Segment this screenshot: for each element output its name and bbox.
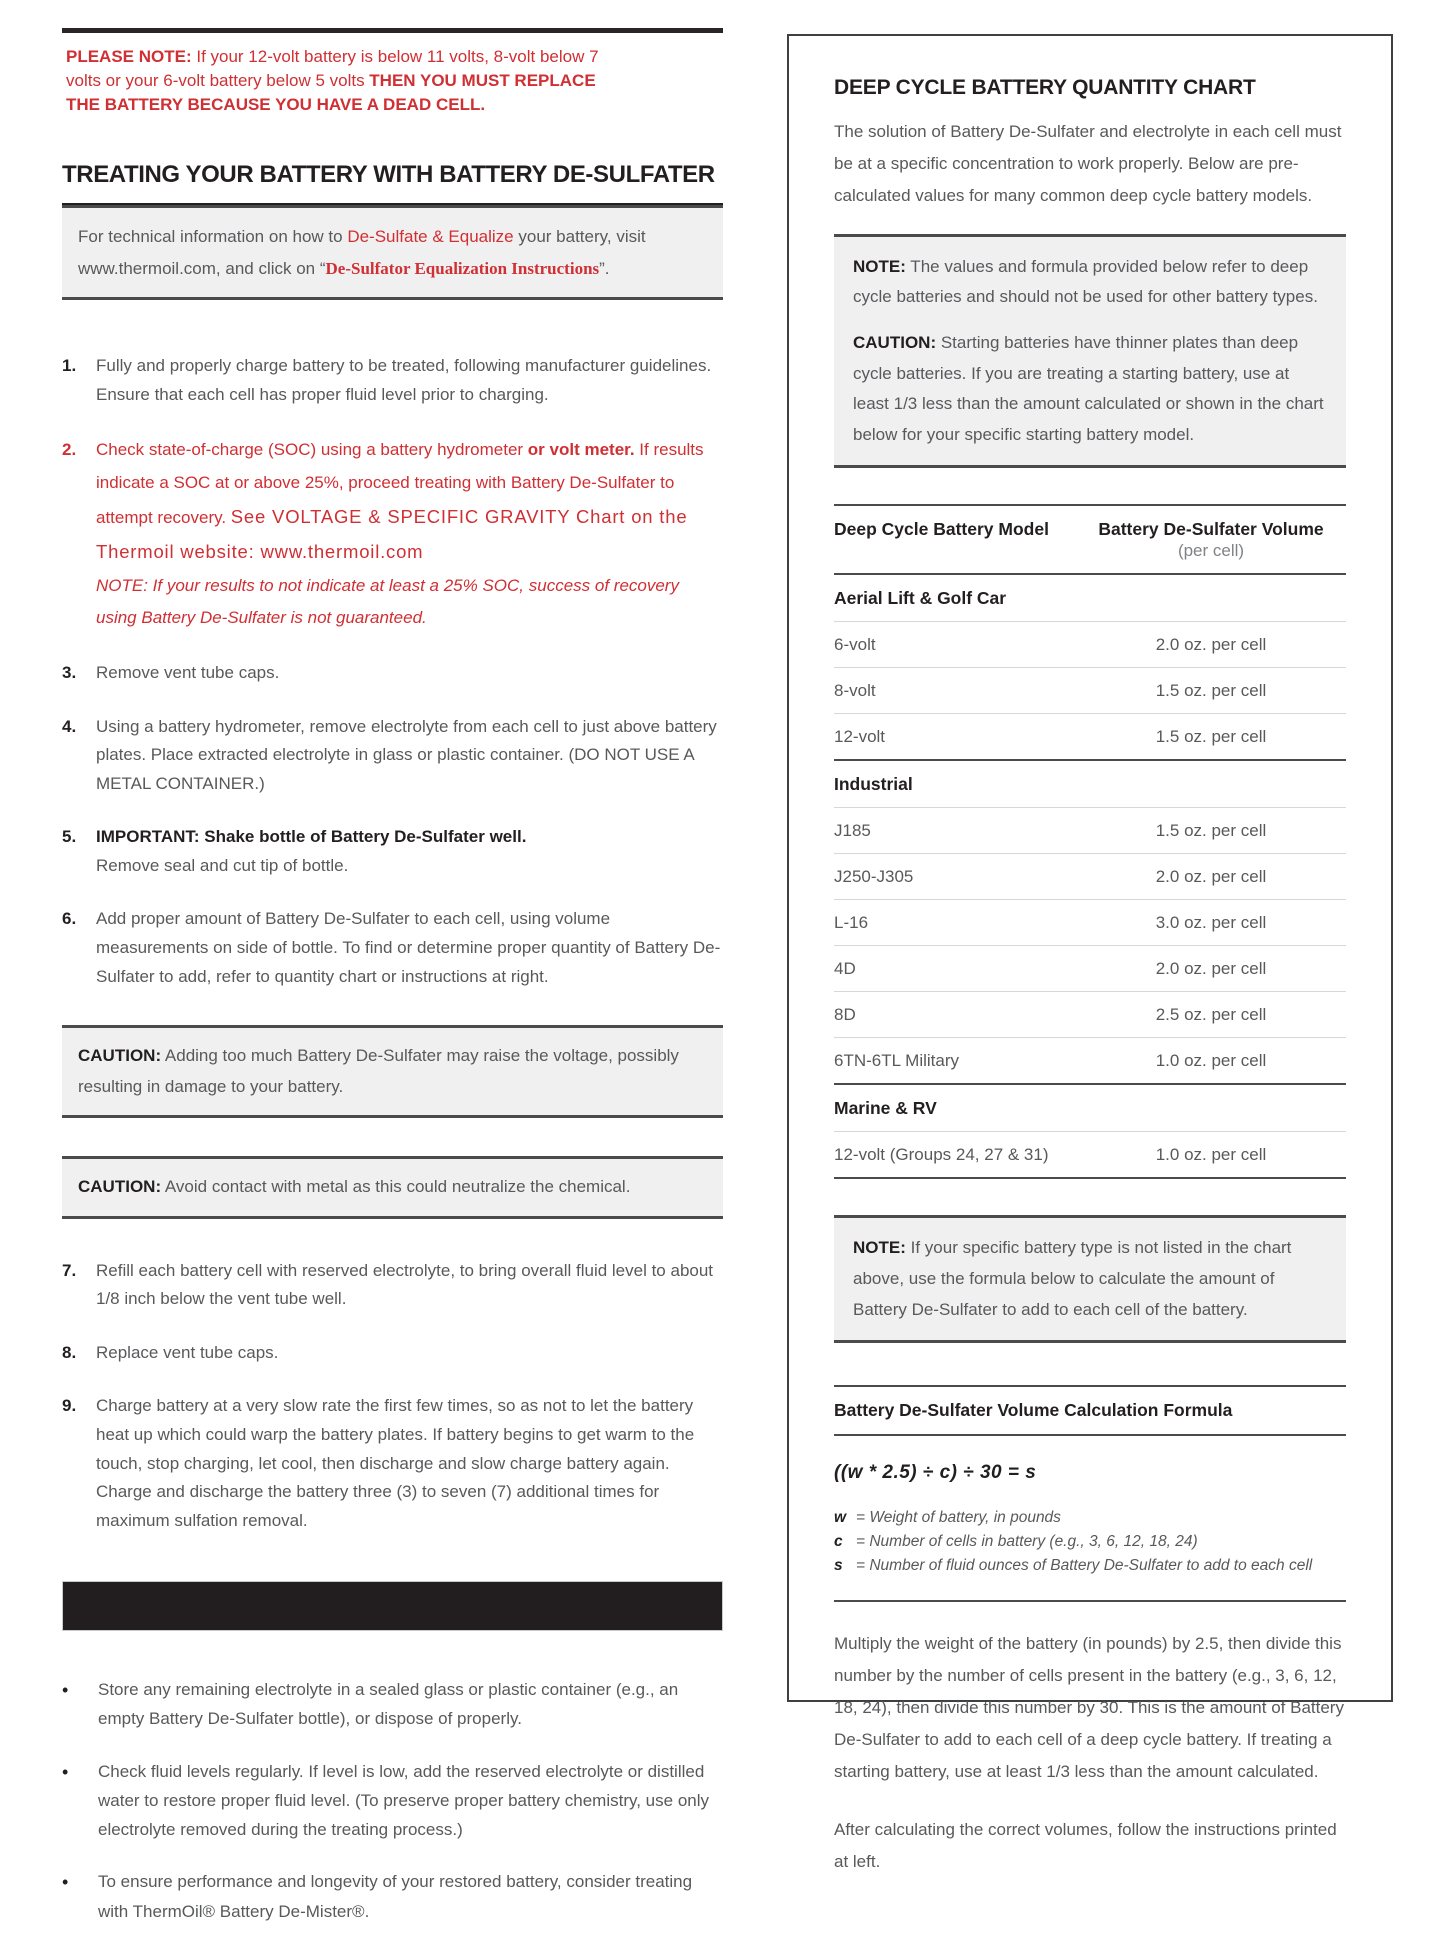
- bullet-item-store: [62, 1675, 723, 1733]
- step-5-text: [96, 823, 723, 880]
- note-2-label: NOTE:: [853, 1238, 906, 1258]
- bullet-icon: [62, 1675, 98, 1733]
- please-note: [66, 45, 632, 117]
- info-text-3: ”.: [599, 258, 610, 278]
- step-4-text: Using a battery hydrometer, remove electrolyte from each cell to just above battery plates. Place extracted electrolyte in glass or plastic container. (DO NOT USE A METAL CONTAINER.): [96, 716, 717, 793]
- step-3: [62, 659, 723, 688]
- table-row: [834, 899, 1346, 945]
- step-8-number: 8.: [62, 1342, 77, 1362]
- cell-model: 8-volt: [834, 681, 876, 701]
- bullet-icon: [62, 1757, 98, 1845]
- step-6: [62, 905, 723, 991]
- step-2-part-c: If results indicate a SOC at or above 25%, proceed treating with Battery De-Sulfater to attempt recovery.: [96, 440, 704, 527]
- info-text-2: your battery, visit www.thermoil.com, and click on “: [78, 227, 646, 278]
- table-row: [834, 1131, 1346, 1177]
- step-2-number: 2.: [62, 440, 77, 460]
- bullet-3-text: To ensure performance and longevity of your restored battery, consider treating with ThermOil® Battery De-Mister®.: [98, 1872, 693, 1921]
- variable-definition: = Number of cells in battery (e.g., 3, 6, 12, 18, 24): [856, 1533, 1198, 1551]
- caution-2-text: Avoid contact with metal as this could neutralize the chemical.: [161, 1177, 631, 1197]
- table-row: [834, 853, 1346, 899]
- caution-text: Starting batteries have thinner plates than deep cycle batteries. If you are treating a starting battery, use at least 1/3 less than the amount calculated or shown in the chart below for your specific starting battery model.: [853, 333, 1324, 444]
- bullet-item-de-mister: [62, 1867, 723, 1925]
- cell-model: 12-volt (Groups 24, 27 & 31): [834, 1145, 1049, 1165]
- battery-quantity-table: [834, 504, 1346, 1179]
- caution-1-label: CAUTION:: [78, 1046, 162, 1066]
- section-name: Aerial Lift & Golf Car: [834, 588, 1007, 609]
- table-row: [834, 945, 1346, 991]
- table-row: [834, 621, 1346, 667]
- step-5-important: IMPORTANT: Shake bottle of Battery De-Sulfater well.: [96, 827, 527, 847]
- cell-model: 4D: [834, 959, 856, 979]
- technical-info-box: [62, 205, 723, 300]
- step-5: [62, 823, 723, 880]
- note-label: NOTE:: [853, 256, 906, 276]
- caution-1-text: Adding too much Battery De-Sulfater may raise the voltage, possibly resulting in damage to your battery.: [78, 1046, 679, 1096]
- variable-w: [834, 1506, 1346, 1530]
- col-header-volume: [1076, 519, 1346, 563]
- cell-model: J250-J305: [834, 867, 914, 887]
- step-2-text: [96, 434, 723, 634]
- caution-box-metal: [62, 1156, 723, 1219]
- note-2-paragraph: [853, 1233, 1327, 1325]
- variable-symbol: c: [834, 1533, 843, 1551]
- cell-volume: 1.5 oz. per cell: [1155, 681, 1267, 701]
- caution-2-label: CAUTION:: [78, 1177, 162, 1197]
- formula-explanation: Multiply the weight of the battery (in pounds) by 2.5, then divide this number by the number of cells present in the battery (e.g., 3, 6, 12, 18, 24), then divide this number by 30. This is the amount of Battery De-Sulfater to add to each cell of a deep cycle battery. If treating a starting battery, use at least 1/3 less than the amount calculated.: [834, 1634, 1344, 1781]
- cell-volume: 2.5 oz. per cell: [1155, 1005, 1267, 1025]
- table-row: [834, 807, 1346, 853]
- col-header-volume-main: Battery De-Sulfater Volume: [1098, 519, 1324, 540]
- step-3-number: 3.: [62, 663, 77, 683]
- info-text-1: For technical information on how to: [78, 227, 348, 247]
- step-2-part-b: or volt meter.: [527, 440, 635, 460]
- col-header-volume-sub: (per cell): [1177, 541, 1245, 561]
- cell-volume: 1.5 oz. per cell: [1155, 821, 1267, 841]
- cell-volume: 2.0 oz. per cell: [1155, 635, 1267, 655]
- step-1: [62, 352, 723, 409]
- step-6-text: Add proper amount of Battery De-Sulfater to each cell, using volume measurements on side of bottle. To find or determine proper quantity of Battery De-Sulfater to add, refer to quantity chart or instructions at right.: [96, 909, 721, 986]
- page-title: TREATING YOUR BATTERY WITH BATTERY DE-SULFATER: [62, 161, 715, 189]
- cell-volume: 1.0 oz. per cell: [1155, 1051, 1267, 1071]
- step-1-number: 1.: [62, 356, 77, 376]
- quantity-chart-box: [787, 34, 1393, 1871]
- top-divider-bar: [62, 28, 723, 33]
- caution-paragraph: [853, 328, 1327, 450]
- after-calculating-note: After calculating the correct volumes, follow the instructions printed at left.: [834, 1819, 1337, 1871]
- step-7: [62, 1257, 723, 1314]
- variable-c: [834, 1530, 1346, 1554]
- step-8-text: Replace vent tube caps.: [96, 1342, 279, 1362]
- note-paragraph: [853, 252, 1327, 313]
- table-row: [834, 713, 1346, 759]
- step-2-see-chart: See VOLTAGE & SPECIFIC GRAVITY Chart on the Thermoil website: www.thermoil.com: [96, 505, 688, 563]
- chart-title: DEEP CYCLE BATTERY QUANTITY CHART: [834, 76, 1256, 99]
- step-1-text: Fully and properly charge battery to be treated, following manufacturer guidelines. Ensure that each cell has proper fluid level prior to charging.: [96, 356, 712, 404]
- table-section-marine-rv: [834, 1085, 1346, 1179]
- note-text: The values and formula provided below refer to deep cycle batteries and should not be used for other battery types.: [853, 256, 1318, 307]
- step-7-number: 7.: [62, 1260, 77, 1280]
- instructions-column: [62, 28, 723, 1949]
- cell-model: 6TN-6TL Military: [834, 1051, 959, 1071]
- step-9-number: 9.: [62, 1396, 77, 1416]
- step-2: [62, 434, 723, 634]
- step-3-text: Remove vent tube caps.: [96, 663, 280, 683]
- step-4-number: 4.: [62, 716, 77, 736]
- section-name: Industrial: [834, 774, 913, 795]
- bullet-item-check-levels: [62, 1757, 723, 1845]
- table-section-industrial: [834, 761, 1346, 1085]
- step-9: [62, 1392, 723, 1535]
- cell-volume: 1.0 oz. per cell: [1155, 1145, 1267, 1165]
- table-row: [834, 667, 1346, 713]
- step-2-part-a: Check state-of-charge (SOC) using a battery hydrometer: [96, 440, 528, 460]
- note-formula-box: [834, 1215, 1346, 1343]
- table-section-aerial-golf: [834, 575, 1346, 761]
- cell-volume: 2.0 oz. per cell: [1155, 867, 1267, 887]
- table-row: [834, 991, 1346, 1037]
- black-divider-bar: [62, 1581, 723, 1631]
- variable-symbol: w: [834, 1509, 847, 1527]
- info-red-1: De-Sulfate & Equalize: [347, 227, 514, 247]
- table-row: [834, 1037, 1346, 1083]
- please-note-text: If your 12-volt battery is below 11 volts, 8-volt below 7 volts or your 6-volt battery below 5 volts: [66, 47, 599, 91]
- chart-intro: The solution of Battery De-Sulfater and electrolyte in each cell must be at a specific concentration to work properly. Below are pre-calculated values for many common deep cycle battery models.: [834, 122, 1342, 205]
- col-header-model: Deep Cycle Battery Model: [834, 519, 1049, 540]
- step-2-note: NOTE: If your results to not indicate at least a 25% SOC, success of recovery using Battery De-Sulfater is not guaranteed.: [96, 575, 679, 627]
- formula-section-title: Battery De-Sulfater Volume Calculation Formula: [834, 1385, 1346, 1436]
- cell-model: J185: [834, 821, 871, 841]
- variable-definition: = Weight of battery, in pounds: [856, 1509, 1061, 1527]
- step-9-text: Charge battery at a very slow rate the first few times, so as not to let the battery heat up which could warp the battery plates. If battery begins to get warm to the touch, stop charging, let cool, then discharge and slow charge battery again. Charge and discharge the battery three (3) to seven (7) additional times for maximum sulfation removal.: [96, 1396, 695, 1530]
- title-block: [62, 161, 723, 205]
- caution-box-voltage: [62, 1025, 723, 1118]
- bullet-1-text: Store any remaining electrolyte in a sealed glass or plastic container (e.g., an empty Battery De-Sulfater bottle), or dispose of properly.: [98, 1680, 679, 1729]
- cell-volume: 2.0 oz. per cell: [1155, 959, 1267, 979]
- cell-model: 6-volt: [834, 635, 876, 655]
- note-caution-box: [834, 234, 1346, 469]
- table-header-row: [834, 504, 1346, 575]
- section-name: Marine & RV: [834, 1098, 937, 1119]
- bullet-2-text: Check fluid levels regularly. If level is low, add the reserved electrolyte or distilled water to restore proper fluid level. (To preserve proper battery chemistry, use only electrolyte removed during the treating process.): [98, 1761, 710, 1840]
- note-2-text: If your specific battery type is not listed in the chart above, use the formula below to calculate the amount of Battery De-Sulfater to add to each cell of the battery.: [853, 1238, 1292, 1319]
- variable-symbol: s: [834, 1557, 843, 1575]
- step-4: [62, 713, 723, 799]
- step-6-number: 6.: [62, 909, 77, 929]
- formula-variables: [834, 1506, 1346, 1602]
- step-8: [62, 1339, 723, 1368]
- cell-model: 12-volt: [834, 727, 886, 747]
- cell-model: L-16: [834, 913, 869, 933]
- cell-model: 8D: [834, 1005, 856, 1025]
- caution-label: CAUTION:: [853, 333, 937, 353]
- please-note-bold: THEN YOU MUST REPLACE THE BATTERY BECAUSE YOU HAVE A DEAD CELL.: [66, 71, 596, 115]
- step-7-text: Refill each battery cell with reserved electrolyte, to bring overall fluid level to about 1/8 inch below the vent tube well.: [96, 1260, 714, 1309]
- variable-s: [834, 1554, 1346, 1578]
- bullet-icon: [62, 1867, 98, 1925]
- step-5-rest: Remove seal and cut tip of bottle.: [96, 855, 349, 875]
- please-note-label: PLEASE NOTE:: [66, 47, 192, 66]
- info-link-text: De-Sulfator Equalization Instructions: [325, 258, 600, 278]
- variable-definition: = Number of fluid ounces of Battery De-Sulfater to add to each cell: [856, 1557, 1313, 1575]
- cell-volume: 3.0 oz. per cell: [1155, 913, 1267, 933]
- formula-expression: ((w * 2.5) ÷ c) ÷ 30 = s: [834, 1462, 1037, 1484]
- step-5-number: 5.: [62, 827, 77, 847]
- cell-volume: 1.5 oz. per cell: [1155, 727, 1267, 747]
